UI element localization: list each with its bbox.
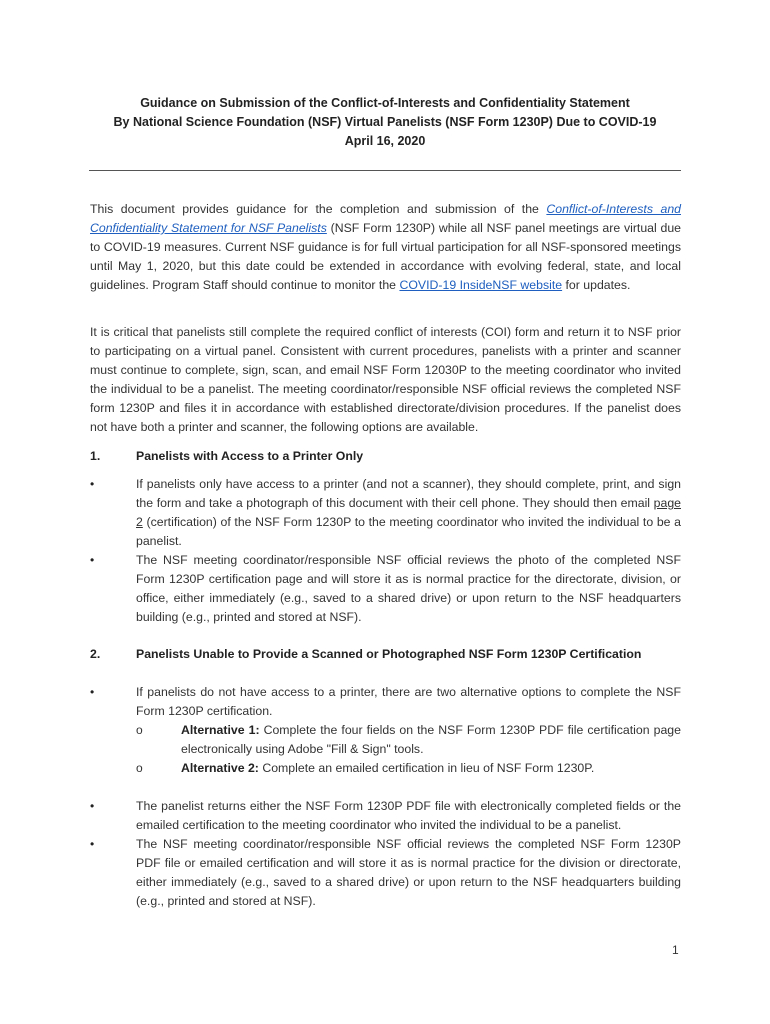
bullet-icon: •: [90, 553, 95, 567]
alternative-2: [181, 759, 681, 778]
title-line-1: Guidance on Submission of the Conflict-of-Interests and Confidentiality Statement: [140, 96, 630, 110]
bullet-icon: •: [90, 837, 95, 851]
section-1-number: 1.: [90, 449, 101, 463]
alternative-1-text: Complete the four fields on the NSF Form 1230P PDF file certification page electronically using Adobe "Fill & Sign" tools.: [181, 723, 681, 756]
section-1-bullet-2: The NSF meeting coordinator/responsible NSF official reviews the photo of the completed NSF Form 1230P certification page and will store it as is normal practice for the directorate, division, or office, either immediately (e.g., saved to a shared drive) or upon return to the NSF headquarters building (e.g., printed and stored at NSF).: [136, 553, 681, 624]
section-2-bullet-1: If panelists do not have access to a printer, there are two alternative options to complete the NSF Form 1230P certification.: [136, 685, 681, 718]
page-number: 1: [672, 943, 679, 957]
section-1-bullet-1: [136, 475, 681, 551]
intro-text-2: (NSF Form 1230P) while all NSF panel meetings are virtual due to COVID-19 measures. Current NSF guidance is for full virtual participation for all NSF-sponsored meetings until May 1, 2020, but this date could be extended in accordance with evolving federal, state, and local guidelines. Program Staff should continue to monitor the: [90, 221, 681, 292]
title-line-2: By National Science Foundation (NSF) Virtual Panelists (NSF Form 1230P) Due to COVID-19: [113, 115, 657, 129]
section-2-bullet-3: The NSF meeting coordinator/responsible NSF official reviews the completed NSF Form 1230P PDF file or emailed certification and will store it as is normal practice for the division or directorate, either immediately (e.g., saved to a shared drive) or upon return to the NSF headquarters building (e.g., printed and stored at NSF).: [136, 837, 681, 908]
covid-insidensf-link[interactable]: COVID-19 InsideNSF website: [399, 278, 563, 292]
intro-text-1: This document provides guidance for the completion and submission of the: [90, 202, 547, 216]
bullet-icon: •: [90, 477, 95, 491]
coi-statement-link[interactable]: Conflict-of-Interests and Confidentiality Statement for NSF Panelists: [90, 202, 681, 235]
intro-paragraph: [90, 200, 681, 295]
critical-paragraph: It is critical that panelists still complete the required conflict of interests (COI) form and return it to NSF prior to participating on a virtual panel. Consistent with current procedures, panelists with a printer and scanner must continue to complete, sign, scan, and email NSF Form 12030P to the meeting coordinator who invited the individual to be a panelist. The meeting coordinator/responsible NSF official reviews the completed NSF form 1230P and files it in accordance with established directorate/division procedures. If the panelist does not have both a printer and scanner, the following options are available.: [90, 325, 681, 434]
section-2-title: Panelists Unable to Provide a Scanned or Photographed NSF Form 1230P Certification: [136, 647, 642, 661]
alternative-1-label: Alternative 1:: [181, 723, 260, 737]
intro-text-3: for updates.: [562, 278, 631, 292]
page-2-underlined: page 2: [136, 496, 681, 529]
section-1-bullet-1-text-a: If panelists only have access to a printer (and not a scanner), they should complete, print, and sign the form and take a photograph of this document with their cell phone. They should then email: [136, 477, 681, 510]
alternative-1: [181, 721, 681, 759]
alternative-2-label: Alternative 2:: [181, 761, 259, 775]
bullet-icon: •: [90, 685, 95, 699]
alternative-2-text: Complete an emailed certification in lieu of NSF Form 1230P.: [258, 761, 595, 775]
section-2-number: 2.: [90, 647, 101, 661]
bullet-icon: •: [90, 799, 95, 813]
sub-bullet-icon: o: [136, 723, 143, 737]
sub-bullet-icon: o: [136, 761, 143, 775]
document-title: [0, 94, 770, 151]
title-divider: [89, 170, 681, 171]
section-1-title: Panelists with Access to a Printer Only: [136, 449, 364, 463]
section-2-bullet-2: The panelist returns either the NSF Form 1230P PDF file with electronically completed fields or the emailed certification to the meeting coordinator who invited the individual to be a panelist.: [136, 799, 681, 832]
section-1-bullet-1-text-b: (certification) of the NSF Form 1230P to the meeting coordinator who invited the individual to be a panelist.: [136, 515, 681, 548]
title-date: April 16, 2020: [344, 134, 426, 148]
